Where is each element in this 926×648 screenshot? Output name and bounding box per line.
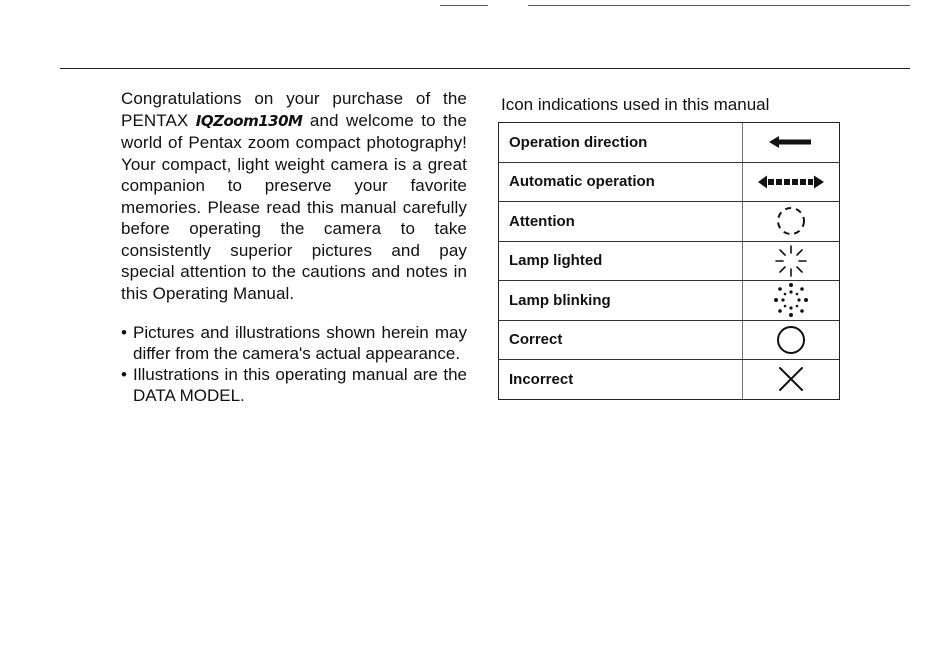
bullet: • bbox=[121, 365, 127, 384]
table-row-automatic-operation bbox=[499, 163, 839, 203]
note-item bbox=[121, 322, 467, 364]
row-label: Lamp lighted bbox=[509, 252, 603, 270]
cross-icon bbox=[742, 360, 839, 399]
dashed-circle-icon bbox=[742, 202, 839, 241]
row-label: Operation direction bbox=[509, 133, 648, 151]
icon-legend bbox=[496, 94, 841, 400]
row-label: Attention bbox=[509, 212, 575, 230]
note-text: Pictures and illustrations shown herein may differ from the camera's actual appearance. bbox=[133, 323, 467, 363]
bullet: • bbox=[121, 323, 127, 342]
row-label: Incorrect bbox=[509, 370, 574, 388]
intro-column bbox=[121, 88, 467, 406]
row-label: Correct bbox=[509, 331, 563, 349]
intro-paragraph bbox=[121, 88, 467, 304]
icon-table-title: Icon indications used in this manual bbox=[501, 95, 770, 114]
double-arrow-icon bbox=[742, 163, 839, 202]
top-rule-short bbox=[440, 5, 910, 6]
note-item bbox=[121, 364, 467, 406]
lamp-lighted-icon bbox=[742, 242, 839, 281]
icon-table bbox=[498, 122, 840, 400]
lamp-blinking-icon bbox=[742, 281, 839, 320]
notes-list bbox=[121, 322, 467, 406]
table-row-lamp-lighted bbox=[499, 242, 839, 282]
table-row-incorrect bbox=[499, 360, 839, 399]
table-row-lamp-blinking bbox=[499, 281, 839, 321]
note-text: Illustrations in this operating manual are the DATA MODEL. bbox=[133, 365, 467, 405]
circle-icon bbox=[742, 321, 839, 360]
table-row-attention bbox=[499, 202, 839, 242]
table-row-operation-direction bbox=[499, 123, 839, 163]
row-label: Lamp blinking bbox=[509, 291, 611, 309]
row-label: Automatic operation bbox=[509, 173, 655, 191]
arrow-left-icon bbox=[742, 123, 839, 162]
intro-text-1: Congratulations on your purchase of the PENTAX bbox=[121, 89, 467, 130]
header-rule bbox=[60, 68, 910, 69]
table-row-correct bbox=[499, 321, 839, 361]
model-logo: IQZoom130M bbox=[195, 111, 303, 130]
intro-text-2: and welcome to the world of Pentax zoom compact photography! Your compact, light weight camera is a great companion to preserve your favorite memories. Please read this manual carefully before operating the camera to take consistently superior pictures and pay special attention to the cautions and notes in this Operating Manual. bbox=[121, 110, 467, 303]
